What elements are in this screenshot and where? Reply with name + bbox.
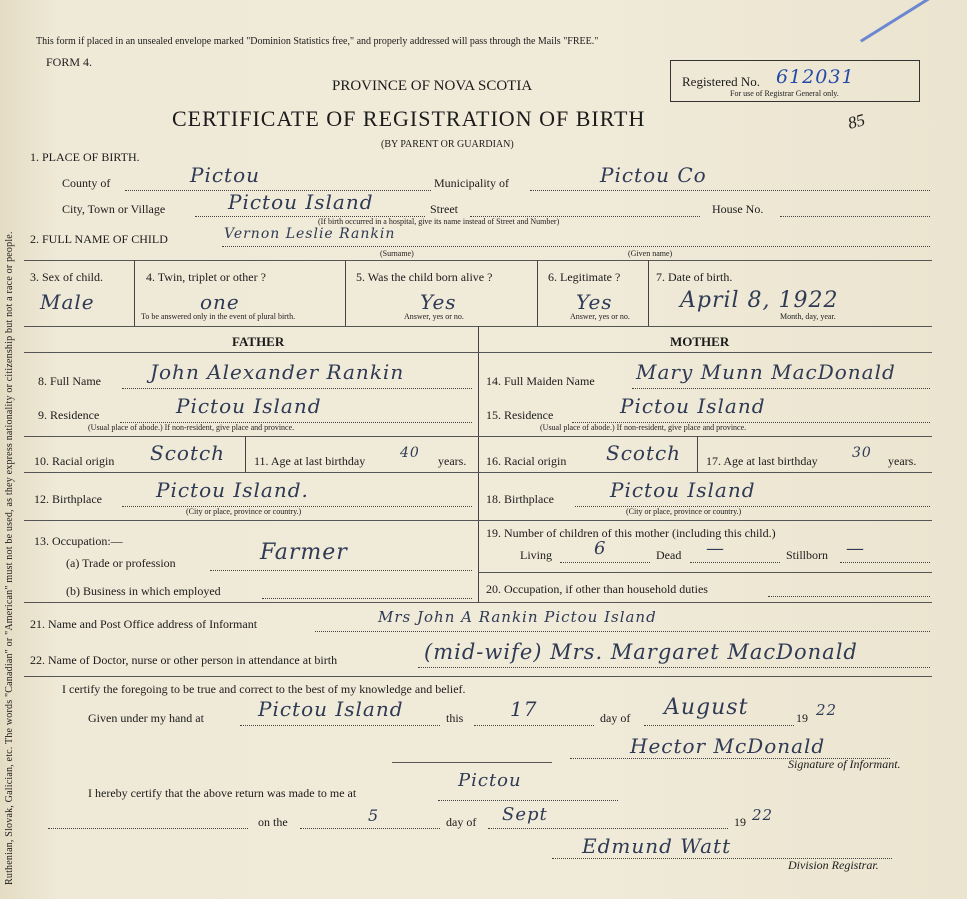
certify-statement: I certify the foregoing to be true and correct to the best of my knowledge and belief. <box>62 682 466 696</box>
mother-birthplace-value: Pictou Island <box>610 478 756 502</box>
sex-value: Male <box>40 290 95 314</box>
mother-residence-label: 15. Residence <box>486 408 554 422</box>
stillborn-label: Stillborn <box>786 548 829 562</box>
informant-label: 21. Name and Post Office address of Informant <box>30 617 258 631</box>
mother-birthplace-note: (City or place, province or country.) <box>626 507 742 516</box>
corner-mark: 85 <box>845 110 868 133</box>
return-place-value: Pictou <box>458 770 522 791</box>
mother-heading: MOTHER <box>670 334 730 349</box>
occupation-label: 13. Occupation:— <box>34 534 123 548</box>
sex-label: 3. Sex of child. <box>30 270 103 284</box>
registered-number: 612031 <box>776 66 855 88</box>
father-birthplace-label: 12. Birthplace <box>34 492 102 506</box>
return-year-prefix: 19 <box>734 815 746 829</box>
informant-value: Mrs John A Rankin Pictou Island <box>378 608 657 626</box>
living-label: Living <box>520 548 552 562</box>
father-race-value: Scotch <box>150 441 226 465</box>
mother-occupation-label: 20. Occupation, if other than household duties <box>486 582 708 596</box>
given-year-value: 22 <box>816 701 838 719</box>
county-value: Pictou <box>190 163 261 187</box>
given-day-value: 17 <box>510 697 538 721</box>
alive-label: 5. Was the child born alive ? <box>356 270 493 284</box>
registrar-label: Division Registrar. <box>788 858 879 872</box>
province-heading: PROVINCE OF NOVA SCOTIA <box>332 78 533 94</box>
side-note: Ruthenian, Slovak, Galician, etc. The words "Canadian" or "American" must not be used, as they express nationality or citizenship but not a race or people. <box>4 231 15 885</box>
legitimate-label: 6. Legitimate ? <box>548 270 621 284</box>
mother-residence-note: (Usual place of abode.) If non-resident, give place and province. <box>540 423 747 432</box>
business-label: (b) Business in which employed <box>66 584 221 598</box>
municipality-label: Municipality of <box>434 176 509 190</box>
stillborn-value: — <box>846 538 865 559</box>
return-certify-label: I hereby certify that the above return was made to me at <box>88 786 357 800</box>
hospital-note: (If birth occurred in a hospital, give its name instead of Street and Number) <box>318 217 560 226</box>
form-number: FORM 4. <box>46 55 93 69</box>
on-the-label: on the <box>258 815 288 829</box>
dob-label: 7. Date of birth. <box>656 270 733 284</box>
legitimate-note: Answer, yes or no. <box>570 312 630 321</box>
county-label: County of <box>62 176 111 190</box>
dead-label: Dead <box>656 548 682 562</box>
street-label: Street <box>430 202 458 216</box>
city-label: City, Town or Village <box>62 202 166 216</box>
place-of-birth-label: 1. PLACE OF BIRTH. <box>30 150 140 164</box>
mother-name-label: 14. Full Maiden Name <box>486 374 595 388</box>
mother-birthplace-label: 18. Birthplace <box>486 492 554 506</box>
father-residence-label: 9. Residence <box>38 408 100 422</box>
dob-note: Month, day, year. <box>780 312 836 321</box>
child-name-value: Vernon Leslie Rankin <box>224 226 396 242</box>
city-value: Pictou Island <box>228 190 374 214</box>
given-name-note: (Given name) <box>628 249 673 258</box>
certificate-subtitle: (BY PARENT OR GUARDIAN) <box>381 139 514 150</box>
father-birthplace-note: (City or place, province or country.) <box>186 507 302 516</box>
dead-value: — <box>706 538 725 559</box>
trade-value: Farmer <box>260 540 348 565</box>
informant-signature-label: Signature of Informant. <box>788 757 901 771</box>
dob-value: April 8, 1922 <box>680 288 839 313</box>
twin-label: 4. Twin, triplet or other ? <box>146 270 266 284</box>
given-place-value: Pictou Island <box>258 697 404 721</box>
mother-age-value: 30 <box>852 445 872 461</box>
surname-note: (Surname) <box>380 249 414 258</box>
top-note: This form if placed in an unsealed envelope marked "Dominion Statistics free," and properly addressed will pass through the Mails "FREE." <box>36 36 599 47</box>
father-age-value: 40 <box>400 445 420 461</box>
day-of-label: day of <box>600 711 631 725</box>
father-heading: FATHER <box>232 334 285 349</box>
mother-years-label: years. <box>888 454 917 468</box>
given-year-prefix: 19 <box>796 711 808 725</box>
attendant-value: (mid-wife) Mrs. Margaret MacDonald <box>424 640 858 664</box>
living-value: 6 <box>594 538 607 559</box>
registered-label: Registered No. <box>682 74 760 89</box>
return-month-value: Sept <box>502 804 548 825</box>
twin-value: one <box>200 290 240 314</box>
mother-name-value: Mary Munn MacDonald <box>636 360 896 384</box>
father-name-label: 8. Full Name <box>38 374 101 388</box>
informant-signature: Hector McDonald <box>630 734 826 758</box>
mother-residence-value: Pictou Island <box>620 394 766 418</box>
municipality-value: Pictou Co <box>600 163 707 187</box>
twin-note: To be answered only in the event of plural birth. <box>141 312 296 321</box>
legitimate-value: Yes <box>576 290 613 314</box>
trade-label: (a) Trade or profession <box>66 556 176 570</box>
given-under-label: Given under my hand at <box>88 711 204 725</box>
father-residence-value: Pictou Island <box>176 394 322 418</box>
father-race-label: 10. Racial origin <box>34 454 115 468</box>
father-age-label: 11. Age at last birthday <box>254 454 366 468</box>
return-day-value: 5 <box>368 806 380 825</box>
house-label: House No. <box>712 202 764 216</box>
registered-sub: For use of Registrar General only. <box>730 89 839 98</box>
father-residence-note: (Usual place of abode.) If non-resident, give place and province. <box>88 423 295 432</box>
this-label: this <box>446 711 464 725</box>
mother-race-value: Scotch <box>606 441 682 465</box>
return-year-value: 22 <box>752 806 774 824</box>
children-count-label: 19. Number of children of this mother (including this child.) <box>486 526 776 540</box>
registrar-signature: Edmund Watt <box>582 834 732 858</box>
return-day-of-label: day of <box>446 815 477 829</box>
certificate-title: CERTIFICATE OF REGISTRATION OF BIRTH <box>172 106 646 131</box>
alive-value: Yes <box>420 290 457 314</box>
alive-note: Answer, yes or no. <box>404 312 464 321</box>
given-month-value: August <box>664 695 749 720</box>
mother-age-label: 17. Age at last birthday <box>706 454 818 468</box>
father-name-value: John Alexander Rankin <box>150 360 405 384</box>
attendant-label: 22. Name of Doctor, nurse or other person in attendance at birth <box>30 653 338 667</box>
child-name-label: 2. FULL NAME OF CHILD <box>30 232 168 246</box>
mother-race-label: 16. Racial origin <box>486 454 567 468</box>
father-years-label: years. <box>438 454 467 468</box>
father-birthplace-value: Pictou Island. <box>156 478 309 502</box>
